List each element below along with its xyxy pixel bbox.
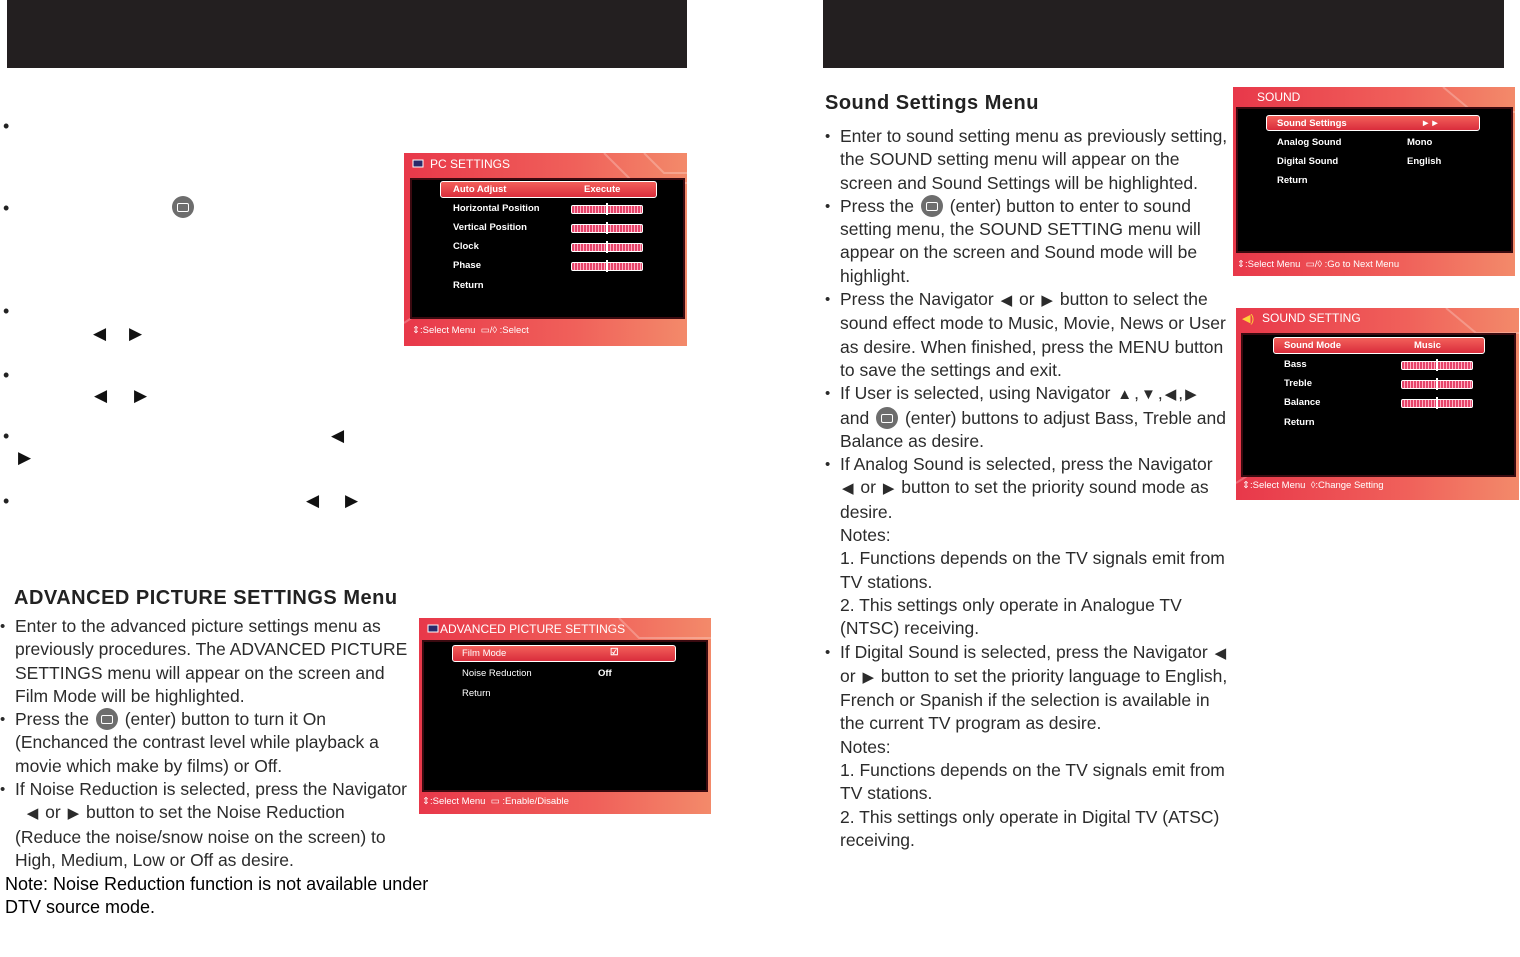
menu-footer: ⇕:Select Menu ▭/◊ :Select [412,325,529,336]
left-arrow-glyph: ◀ [842,480,854,498]
advanced-picture-settings-menu [419,618,711,814]
enter-button-icon: ▭ [1305,259,1315,270]
notes-title: Notes: [840,525,891,546]
slider-knob[interactable] [606,260,608,272]
horizontal-position-slider[interactable] [571,205,643,214]
slider-knob[interactable] [606,241,608,253]
noise-reduction-note: Note: Noise Reduction function is not available under DTV source mode. [5,874,429,918]
menu-item-film-mode[interactable]: Film Mode ☑ [462,647,619,659]
menu-item-return[interactable]: Return [1284,417,1315,428]
navigator-icon: ⇕ [1237,259,1245,270]
menu-item-auto-adjust[interactable]: Auto Adjust Execute [453,184,621,195]
menu-item-return[interactable]: Return [1277,175,1308,186]
menu-item-treble[interactable]: Treble [1284,378,1312,389]
enter-button-icon [921,195,943,217]
menu-item-phase[interactable]: Phase [453,260,481,271]
note-1-1: 1. Functions depends on the TV signals emit from TV stations. [840,548,1225,592]
sound-instruction-1: • Enter to sound setting menu as previously setting, the SOUND setting menu will appear on the screen and Sound Settings will be highlighted. [825,125,1230,195]
left-arrow-glyph: ◀ [331,426,345,445]
slider-knob[interactable] [1436,359,1438,371]
menu-title: PC SETTINGS [430,157,511,171]
sound-settings-title: Sound Settings Menu [825,92,1039,114]
menu-item-sound-settings[interactable]: Sound Settings ►► [1277,118,1440,129]
slider-knob[interactable] [606,222,608,234]
right-arrow-glyph: ▶ [134,386,148,405]
menu-item-noise-reduction[interactable]: Noise Reduction Off [462,668,612,679]
menu-item-clock[interactable]: Clock [453,241,479,252]
menu-screen [1241,333,1516,477]
right-arrow-glyph: ▶ [129,324,143,343]
navigator-icon: ⇕ [422,796,430,807]
enter-button-icon [96,708,118,730]
menu-item-vertical-position[interactable]: Vertical Position [453,222,527,233]
sound-instruction-5: • If Analog Sound is selected, press the Navigator ◀ or ▶ button to set the priority sound mode as desire. [825,453,1230,524]
slider-knob[interactable] [606,203,608,215]
left-arrow-glyph: ◀ [93,324,107,343]
phase-slider[interactable] [571,262,643,271]
menu-footer: ⇕:Select Menu ▭/◊ :Go to Next Menu [1237,259,1400,270]
up-arrow-glyph: ▲ [1117,386,1133,404]
right-arrow-glyph: ▶ [1041,292,1053,310]
left-arrow-glyph: ◀ [1164,386,1177,404]
film-mode-checkbox[interactable]: ☑ [610,647,619,658]
bullet-2: • [3,198,10,218]
right-arrow-glyph: ▶ [882,480,895,498]
menu-footer: ⇕:Select Menu ▭ :Enable/Disable [422,796,569,807]
sound-instruction-3: • Press the Navigator ◀ or ▶ button to select the sound effect mode to Music, Movie, News or User as desire. When finished, press the MENU button to save the settings and exit. [825,288,1230,382]
bullet-6: • [3,491,10,511]
right-header-bar [823,0,1504,68]
menu-item-bass[interactable]: Bass [1284,359,1307,370]
note-2-1: 1. Functions depends on the TV signals emit from TV stations. [840,760,1225,804]
advanced-picture-instructions [0,615,412,872]
navigator-icon: ⇕ [412,325,420,336]
sound-instruction-2: • Press the (enter) button to enter to sound setting menu, the SOUND SETTING menu will appear on the screen and Sound mode will be highlight. [825,195,1230,288]
notes-title: Notes: [840,736,891,757]
menu-item-return[interactable]: Return [453,280,484,291]
navigator-icon: ⇕ [1242,480,1250,491]
balance-slider[interactable] [1401,399,1473,408]
right-arrow-glyph: ▶ [345,491,359,510]
sound-settings-instructions [825,125,1230,852]
instruction-2: • Press the (enter) button to turn it On (Enchanced the contrast level while playback a movie which make by films) or Off. [0,708,412,778]
menu-footer: ⇕:Select Menu ◊:Change Setting [1242,480,1384,491]
left-arrow-glyph: ◀ [306,491,320,510]
sound-menu [1233,87,1515,276]
down-arrow-glyph: ▼ [1141,386,1156,404]
left-header-bar [7,0,687,68]
left-arrow-glyph: ◀ [1000,292,1013,310]
sound-setting-menu [1236,308,1519,500]
enter-button-icon: ▭ [480,325,490,336]
bullet-5: • [3,426,10,446]
advanced-picture-settings-title: ADVANCED PICTURE SETTINGS Menu [14,587,398,609]
menu-screen [422,640,708,792]
right-arrow-glyph: ▶ [67,805,80,823]
menu-item-analog-sound[interactable]: Analog Sound Mono [1277,137,1433,148]
instruction-1: • Enter to the advanced picture settings menu as previously procedures. The ADVANCED PICTURE SETTINGS menu will appear on the screen and Film Mode will be highlighted. [0,615,412,708]
right-arrow-glyph: ▶ [1185,386,1197,404]
menu-item-digital-sound[interactable]: Digital Sound English [1277,156,1442,167]
right-arrow-glyph: ▶ [862,668,874,686]
menu-screen [1236,107,1513,253]
instruction-3: • If Noise Reduction is selected, press the Navigator ◀ or ▶ button to set the Noise Reduction (Reduce the noise/snow noise on the screen) to High, Medium, Low or Off as desire. [0,778,412,872]
note-2-2: 2. This settings only operate in Digital TV (ATSC) receiving. [840,806,1220,850]
bullet-3: • [3,301,10,321]
monitor-icon [427,624,439,634]
speaker-icon: ◀) [1242,313,1255,325]
enter-button-icon [876,407,898,429]
slider-knob[interactable] [1436,397,1438,409]
sound-instruction-4: • If User is selected, using Navigator ▲ , ▼ , ◀ , ▶ and (enter) buttons to adjust Bass, Treble and Balance as desire. [825,382,1230,453]
vertical-position-slider[interactable] [571,224,643,233]
menu-item-balance[interactable]: Balance [1284,397,1321,408]
enter-button-icon: ▭ [490,796,500,807]
sound-instruction-6: • If Digital Sound is selected, press the Navigator ◀ or ▶ button to set the priority language to English, French or Spanish if the selection is available in the current TV program as desire. [825,641,1230,736]
left-arrow-glyph: ◀ [94,386,108,405]
left-arrow-glyph: ◀ [26,805,39,823]
clock-slider[interactable] [571,243,643,252]
left-arrow-glyph: ◀ [1214,644,1227,662]
enter-button-icon [172,196,194,218]
pc-settings-menu [404,153,687,346]
note-1-2: 2. This settings only operate in Analogue TV (NTSC) receiving. [840,594,1182,639]
menu-title: ADVANCED PICTURE SETTINGS [440,622,626,636]
menu-item-return[interactable]: Return [462,688,491,699]
menu-item-sound-mode[interactable]: Sound Mode Music [1284,340,1441,351]
menu-screen [410,178,685,319]
right-arrow-glyph: ▶ [18,448,32,467]
bass-slider[interactable] [1401,361,1473,370]
bullet-1: • [3,116,10,136]
slider-knob[interactable] [1436,378,1438,390]
bullet-4: • [3,365,10,385]
treble-slider[interactable] [1401,380,1473,389]
monitor-icon [412,159,424,169]
menu-item-horizontal-position[interactable]: Horizontal Position [453,203,540,214]
menu-title: SOUND SETTING [1262,311,1361,325]
menu-title: SOUND [1257,90,1301,104]
